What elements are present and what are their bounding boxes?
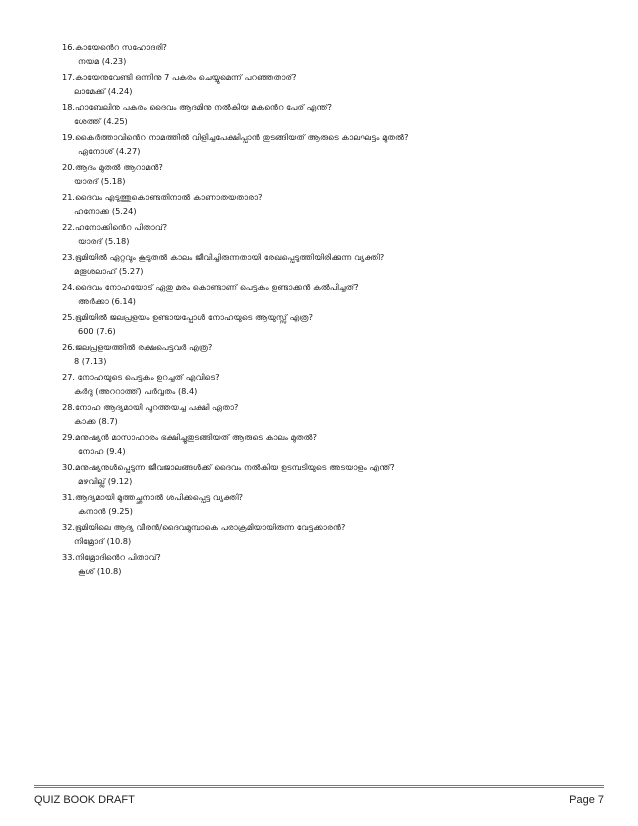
- answer-text: കൂശ് (10.8): [78, 566, 122, 576]
- answer-text: മതൂശലാഹ് (5.27): [74, 266, 144, 276]
- question-text: 20.ആദം മുതൽ ആറാമൻ?: [62, 162, 163, 172]
- footer-document-title: QUIZ BOOK DRAFT: [34, 794, 135, 806]
- question-text: 33.നിമ്രോദിൻെറ പിതാവ്?: [62, 552, 161, 562]
- answer-text: യാരദ് (5.18): [78, 236, 130, 246]
- answer-text: യാരദ് (5.18): [74, 176, 126, 186]
- footer-page-number: Page 7: [569, 794, 604, 806]
- answer-text: ഹനോക്ക (5.24): [74, 206, 137, 216]
- answer-text: 600 (7.6): [78, 326, 116, 336]
- answer-text: കാക്ക (8.7): [74, 416, 118, 426]
- question-text: 21.ദൈവം എടുത്തുകൊണ്ടതിനാൽ കാണാതയതാരാ?: [62, 192, 263, 202]
- answer-text: കർദു (അററാത്ത്) പർവ്വതം (8.4): [74, 386, 198, 396]
- question-text: 24.ദൈവം നോഹയോട് ഏതു മരം കൊണ്ടാണ് പെട്ടകം ഉണ്ടാക്കൻ കൽപിച്ചത്?: [62, 282, 359, 292]
- question-text: 28.നോഹ ആദ്യമായി പുറത്തയച്ച പക്ഷി ഏതാ?: [62, 402, 239, 412]
- question-list: [62, 40, 602, 580]
- answer-text: ഏനോശ് (4.27): [78, 146, 141, 156]
- answer-text: ശേത്ത് (4.25): [74, 116, 128, 126]
- answer-text: നിമ്രോദ് (10.8): [74, 536, 132, 546]
- question-text: 27. നോഹയുടെ പെട്ടകം ഉറച്ചത് എവിടെ?: [62, 372, 220, 382]
- answer-text: കനാൻ (9.25): [78, 506, 133, 516]
- question-text: 17.കായേനുവേണ്ടി ഒന്നിനു 7 പകരം ചെയ്യുമെന്ന് പറഞ്ഞതാര്?: [62, 72, 297, 82]
- question-text: 23.ഭൂമിയിൽ ഏറ്റവും കൂടുതൽ കാലം ജീവിച്ചിരുന്നതായി രേഖപ്പെടുത്തിയിരിക്കുന്ന വ്യക്തി?: [62, 252, 385, 262]
- question-text: 26.ജലപ്രളയത്തിൽ രക്ഷപെട്ടവർ എത്ര?: [62, 342, 213, 352]
- question-text: 19.കൈർത്താവിൻെറ നാമത്തിൽ വിളിച്ചപേക്ഷിപ്പാൻ തുടങ്ങിയത് ആരുടെ കാലഘട്ടം മുതൽ?: [62, 132, 409, 142]
- question-text: 25.ഭൂമിയിൽ ജലപ്രളയം ഉണ്ടായപ്പോൾ നോഹയുടെ ആയുസ്സ് എത്ര?: [62, 312, 313, 322]
- question-text: 29.മനുഷ്യൻ മാസാഹാരം ഭക്ഷിച്ചുതുടങ്ങിയത് ആരുടെ കാലം മുതൽ?: [62, 432, 318, 442]
- question-text: 18.ഹാബേലിനു പകരം ദൈവം ആദമിനു നൽകിയ മകൻെറ പേര് എന്ത്?: [62, 102, 332, 112]
- question-text: 32.ഭൂമിയിലെ ആദ്യ വീരൻ/ദൈവമുമ്പാകെ പരാക്രമിയായിരുന്ന വേട്ടക്കാരൻ?: [62, 522, 346, 532]
- answer-text: നയമ (4.23): [78, 56, 127, 66]
- answer-text: അർക്കാ (6.14): [78, 296, 137, 306]
- answer-text: മഴവില്ല് (9.12): [78, 476, 133, 486]
- question-text: 31.ആദ്യമായി മുത്തച്ഛനാൽ ശപിക്കപ്പെട്ട വ്യക്തി?: [62, 492, 243, 502]
- page-footer: [34, 785, 604, 806]
- answer-text: നോഹ (9.4): [78, 446, 126, 456]
- question-text: 30.മനുഷ്യനുൾപ്പെടുന്ന ജീവജാലങ്ങൾക്ക് ദൈവം നൽകിയ ഉടമ്പടിയുടെ അടയാളം എന്ത്?: [62, 462, 395, 472]
- question-text: 16.കായേൻെറ സഹോദരി?: [62, 42, 167, 52]
- answer-text: 8 (7.13): [74, 356, 107, 366]
- question-text: 22.ഹനോക്കിൻെറ പിതാവ്?: [62, 222, 168, 232]
- answer-text: ലാമേക്ക് (4.24): [74, 86, 133, 96]
